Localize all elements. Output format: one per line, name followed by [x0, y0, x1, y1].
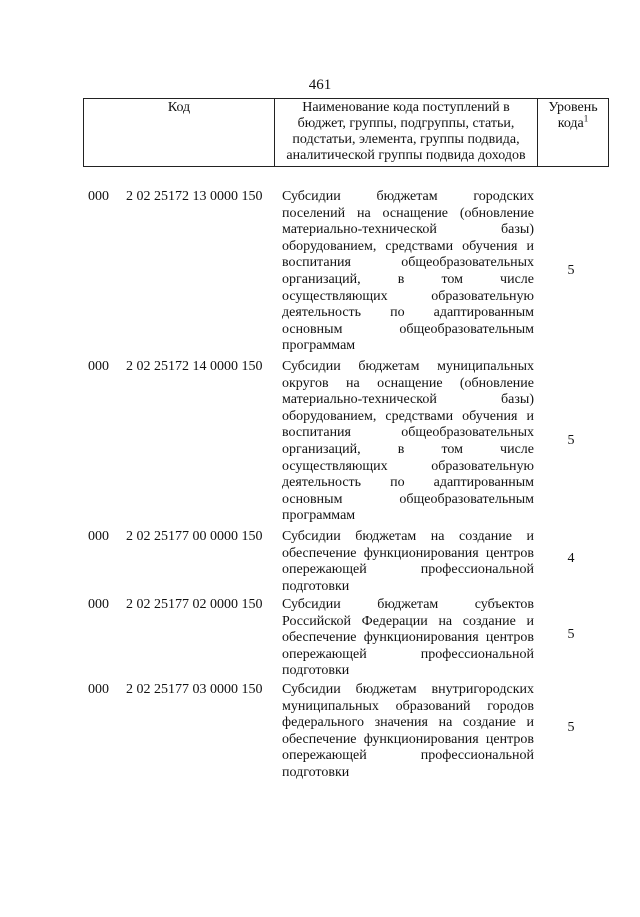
- row-level: 5: [567, 433, 575, 448]
- header-level-footnote: 1: [583, 113, 589, 124]
- row-level: 5: [567, 627, 575, 642]
- row-name: Субсидии бюджетам городских поселений на оснащение (обновление материально-технической базы) оборудованием, средствами обучения и воспитания общеобразовательных организаций, в том числе осуществляющих образовательную деятельность по адаптированным основным общеобразовательным программам: [282, 189, 534, 354]
- row-name: Субсидии бюджетам на создание и обеспечение функционирования центров опережающей профессиональной подготовки: [282, 529, 534, 594]
- row-name: Субсидии бюджетам субъектов Российской Федерации на создание и обеспечение функционирования центров опережающей профессиональной подготовки: [282, 597, 534, 679]
- row-level: 4: [567, 551, 575, 566]
- row-name: Субсидии бюджетам муниципальных округов на оснащение (обновление материально-технической базы) оборудованием, средствами обучения и воспитания общеобразовательных организаций, в том числе осуществляющих образовательную деятельность по адаптированным основным общеобразовательным программам: [282, 359, 534, 524]
- page-number: 461: [308, 77, 332, 93]
- row-admin-code: 000: [88, 597, 109, 612]
- header-level-label: Уровень кода: [548, 100, 598, 131]
- row-admin-code: 000: [88, 682, 109, 697]
- header-table: [83, 98, 609, 167]
- row-admin-code: 000: [88, 529, 109, 544]
- row-code: 2 02 25172 14 0000 150: [126, 359, 263, 374]
- header-code: Код: [84, 99, 275, 167]
- header-level: [538, 99, 609, 167]
- row-admin-code: 000: [88, 189, 109, 204]
- row-level: 5: [567, 720, 575, 735]
- row-code: 2 02 25172 13 0000 150: [126, 189, 263, 204]
- row-code: 2 02 25177 00 0000 150: [126, 529, 263, 544]
- row-admin-code: 000: [88, 359, 109, 374]
- row-name: Субсидии бюджетам внутригородских муниципальных образований городов федерального значения на создание и обеспечение функционирования центров опережающей профессиональной подготовки: [282, 682, 534, 780]
- header-name: Наименование кода поступлений в бюджет, группы, подгруппы, статьи, подстатьи, элемента, группы подвида, аналитической группы подвида доходов: [275, 99, 538, 167]
- row-level: 5: [567, 263, 575, 278]
- row-code: 2 02 25177 03 0000 150: [126, 682, 263, 697]
- row-code: 2 02 25177 02 0000 150: [126, 597, 263, 612]
